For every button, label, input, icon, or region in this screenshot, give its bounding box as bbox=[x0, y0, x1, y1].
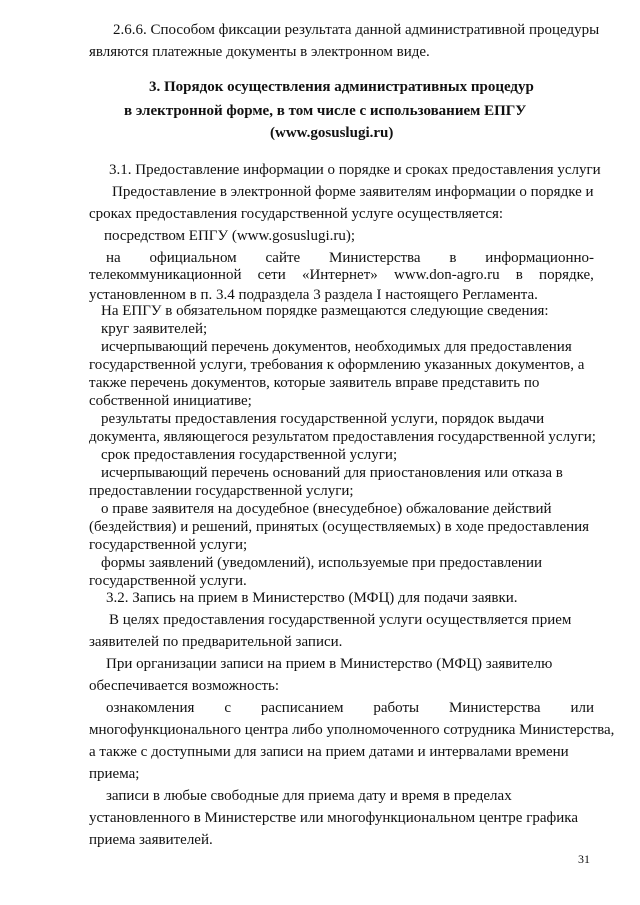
word: телекоммуникационной bbox=[89, 267, 242, 283]
word: на bbox=[106, 250, 121, 266]
list-item: круг заявителей; bbox=[101, 321, 208, 337]
text-line: При организации записи на прием в Министерство (МФЦ) заявителю bbox=[106, 656, 553, 672]
text-line: Предоставление в электронной форме заявителям информации о порядке и bbox=[112, 184, 594, 200]
text-line: На ЕПГУ в обязательном порядке размещаются следующие сведения: bbox=[101, 303, 549, 319]
text-line: являются платежные документы в электронном виде. bbox=[89, 44, 430, 60]
text-line: обеспечивается возможность: bbox=[89, 678, 280, 694]
text-line: государственной услуги, требования к оформлению указанных документов, а bbox=[89, 357, 585, 373]
text-line: также перечень документов, которые заявитель вправе представить по bbox=[89, 375, 540, 391]
text-line: собственной инициативе; bbox=[89, 393, 252, 409]
text-line: сроках предоставления государственной услуге осуществляется: bbox=[89, 206, 504, 222]
list-item: исчерпывающий перечень документов, необходимых для предоставления bbox=[101, 339, 572, 355]
word: «Интернет» bbox=[301, 267, 378, 283]
page-number: 31 bbox=[578, 852, 590, 866]
list-item: срок предоставления государственной услуги; bbox=[101, 447, 398, 463]
word: или bbox=[570, 700, 594, 716]
text-line: приема заявителей. bbox=[89, 832, 213, 848]
word: расписанием bbox=[260, 700, 344, 716]
text-line: государственной услуги; bbox=[89, 537, 248, 553]
text-line: записи в любые свободные для приема дату и время в пределах bbox=[106, 788, 512, 804]
text-line: 2.6.6. Способом фиксации результата данной административной процедуры bbox=[113, 22, 600, 38]
list-item: формы заявлений (уведомлений), используемые при предоставлении bbox=[101, 555, 543, 571]
word: в bbox=[515, 267, 523, 283]
word: Министерства bbox=[329, 250, 421, 266]
justified-line bbox=[89, 266, 594, 284]
text-line: посредством ЕПГУ (www.gosuslugi.ru); bbox=[104, 228, 356, 244]
justified-line bbox=[89, 249, 594, 267]
word: сети bbox=[257, 267, 286, 283]
text-line: документа, являющегося результатом предоставления государственной услуги; bbox=[89, 429, 596, 445]
text-line: многофункционального центра либо уполномоченного сотрудника Министерства, bbox=[89, 722, 615, 738]
word: официальном bbox=[149, 250, 237, 266]
justified-line bbox=[89, 699, 594, 717]
text-line: 3.1. Предоставление информации о порядке и сроках предоставления услуги bbox=[109, 162, 601, 178]
text-line: заявителей по предварительной записи. bbox=[89, 634, 343, 650]
word: с bbox=[224, 700, 232, 716]
word: в bbox=[449, 250, 457, 266]
section-heading: (www.gosuslugi.ru) bbox=[270, 125, 394, 141]
list-item: о праве заявителя на досудебное (внесудебное) обжалование действий bbox=[101, 501, 552, 517]
word: Министерства bbox=[449, 700, 541, 716]
text-line: предоставлении государственной услуги; bbox=[89, 483, 354, 499]
word: ознакомления bbox=[106, 700, 195, 716]
text-line: (бездействия) и решений, принятых (осуществляемых) в ходе предоставления bbox=[89, 519, 590, 535]
word: порядке, bbox=[539, 267, 594, 283]
word: информационно- bbox=[485, 250, 594, 266]
text-line: В целях предоставления государственной услуги осуществляется прием bbox=[109, 612, 572, 628]
section-heading: 3. Порядок осуществления административных процедур bbox=[149, 79, 534, 95]
text-line: а также с доступными для записи на прием датами и интервалами времени bbox=[89, 744, 569, 760]
word: работы bbox=[373, 700, 420, 716]
text-line: государственной услуги. bbox=[89, 573, 247, 589]
word: сайте bbox=[265, 250, 301, 266]
text-line: приема; bbox=[89, 766, 140, 782]
word: www.don-agro.ru bbox=[393, 267, 500, 283]
list-item: исчерпывающий перечень оснований для приостановления или отказа в bbox=[101, 465, 563, 481]
section-heading: в электронной форме, в том числе с использованием ЕПГУ bbox=[124, 103, 527, 119]
text-line: установленного в Министерстве или многофункциональном центре графика bbox=[89, 810, 578, 826]
text-line: установленном в п. 3.4 подраздела 3 раздела I настоящего Регламента. bbox=[89, 287, 538, 303]
list-item: результаты предоставления государственной услуги, порядок выдачи bbox=[101, 411, 545, 427]
subsection-title: 3.2. Запись на прием в Министерство (МФЦ) для подачи заявки. bbox=[106, 590, 518, 606]
